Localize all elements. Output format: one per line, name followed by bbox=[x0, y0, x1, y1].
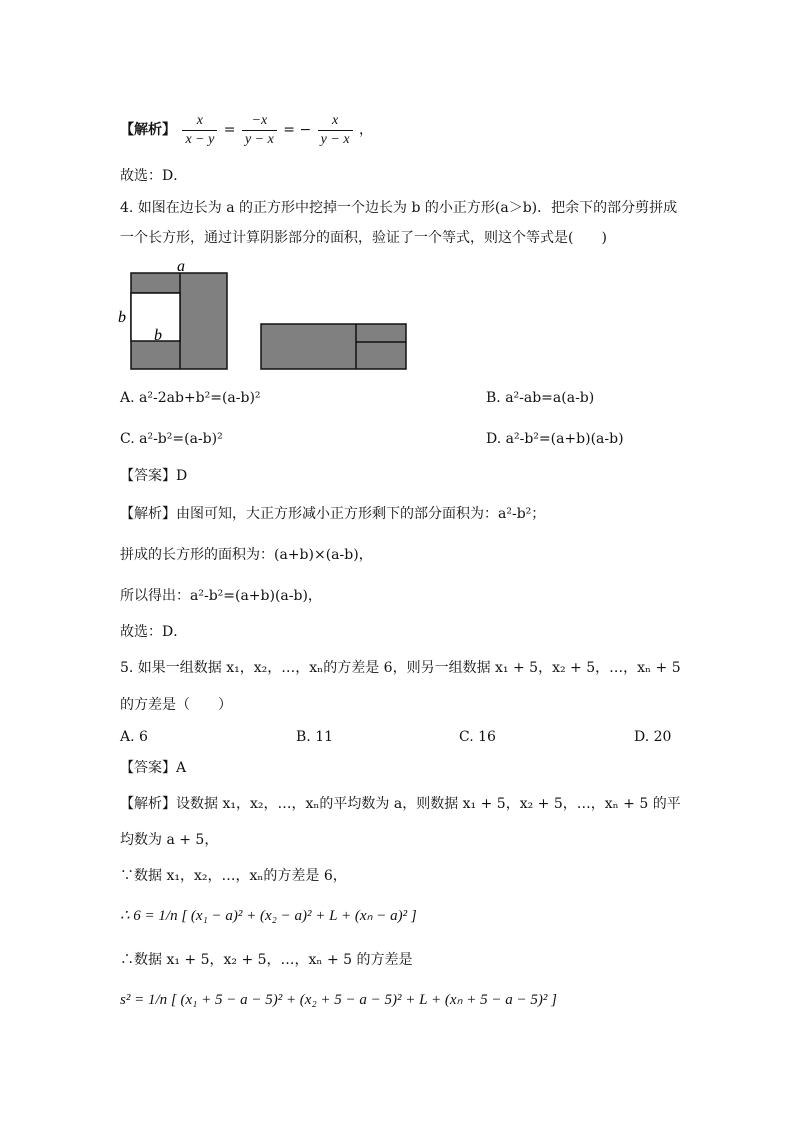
q4-conclusion: 故选：D． bbox=[120, 624, 188, 640]
q5-question-line2: 的方差是（ ） bbox=[120, 697, 232, 713]
fraction-3: $\frac{x}{y - x}$ bbox=[318, 112, 353, 149]
q5-analysis-2: 均数为 a + 5， bbox=[120, 832, 219, 848]
q4-question-line2: 一个长方形，通过计算阴影部分的面积，验证了一个等式，则这个等式是( ) bbox=[120, 230, 607, 246]
q5-option-d: D. 20 bbox=[634, 729, 672, 745]
q4-answer: 【答案】D bbox=[120, 468, 188, 484]
q4-option-c: C. a²-b²=(a-b)² bbox=[120, 431, 223, 447]
q4-option-a: A. a²-2ab+b²=(a-b)² bbox=[120, 390, 261, 406]
q4-analysis-2: 拼成的长方形的面积为：(a+b)×(a-b)， bbox=[120, 547, 373, 563]
q5-answer: 【答案】A bbox=[120, 760, 187, 776]
label-b-left: b bbox=[118, 309, 126, 326]
q4-figure bbox=[112, 255, 412, 375]
q4-analysis-3: 所以得出：a²-b²=(a+b)(a-b)， bbox=[120, 588, 322, 604]
q5-analysis-3: ∵数据 x₁，x₂，…，xₙ的方差是 6， bbox=[120, 868, 347, 884]
q4-question-line1: 4. 如图在边长为 a 的正方形中挖掉一个边长为 b 的小正方形(a＞b)．把余下的部分剪拼成 bbox=[120, 200, 678, 216]
q4-option-b: B. a²-ab=a(a-b) bbox=[486, 390, 595, 406]
rectangle-shaded bbox=[261, 324, 406, 369]
q4-analysis-1: 【解析】由图可知，大正方形减小正方形剩下的部分面积为：a²-b²； bbox=[120, 506, 546, 522]
q5-option-c: C. 16 bbox=[459, 729, 496, 745]
q5-question-line1: 5. 如果一组数据 x₁，x₂，…，xₙ的方差是 6，则另一组数据 x₁ + 5，x₂ + 5，…，xₙ + 5 bbox=[120, 660, 681, 676]
fraction-1: $\frac{x}{x - y}$ bbox=[182, 112, 217, 149]
fraction-2: $\frac{-x}{y - x}$ bbox=[242, 112, 277, 149]
q5-option-a: A. 6 bbox=[120, 729, 148, 745]
q3-conclusion: 故选：D． bbox=[120, 168, 188, 184]
q5-formula-1: ∴ 6 = 1/n [ (x₁ − a)² + (x₂ − a)² + L + (xₙ − a)² ] bbox=[120, 908, 417, 924]
q5-formula-2: s² = 1/n [ (x₁ + 5 − a − 5)² + (x₂ + 5 − a − 5)² + L + (xₙ + 5 − a − 5)² ] bbox=[120, 992, 557, 1008]
q4-option-d: D. a²-b²=(a+b)(a-b) bbox=[486, 431, 624, 447]
analysis-label: 【解析】 bbox=[120, 122, 176, 138]
label-b-bottom: b bbox=[154, 327, 162, 344]
label-a: a bbox=[177, 258, 185, 275]
q5-analysis-4: ∴数据 x₁ + 5，x₂ + 5，…，xₙ + 5 的方差是 bbox=[120, 952, 413, 968]
q3-analysis: 【解析】 $\frac{x}{x - y}$ = $\frac{-x}{y - x}$ = − $\frac{x}{y - x}$ ， bbox=[120, 112, 373, 147]
q5-analysis-1: 【解析】设数据 x₁，x₂，…，xₙ的平均数为 a，则数据 x₁ + 5，x₂ + 5，…，xₙ + 5 的平 bbox=[120, 796, 681, 812]
q5-option-b: B. 11 bbox=[296, 729, 334, 745]
